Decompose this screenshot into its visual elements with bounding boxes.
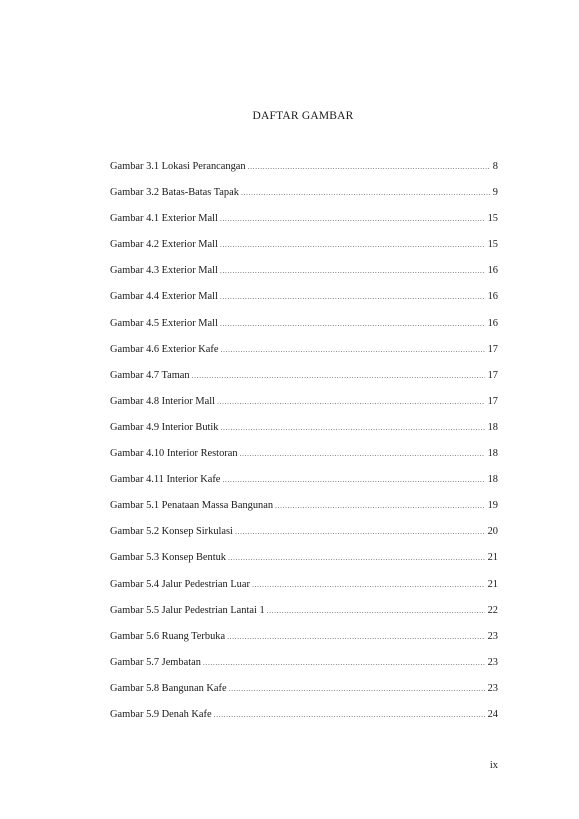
page-number: ix	[489, 760, 498, 771]
dot-leader	[220, 343, 484, 357]
toc-entry	[110, 473, 498, 499]
entry-label: Gambar 4.4 Exterior Mall	[110, 291, 218, 303]
entry-page-number: 15	[487, 239, 498, 251]
toc-entry	[110, 317, 498, 343]
toc-entry	[110, 525, 498, 551]
entry-label: Gambar 4.8 Interior Mall	[110, 395, 216, 407]
entry-page-number: 8	[492, 161, 498, 172]
entry-page-number: 23	[487, 682, 498, 694]
dot-leader	[229, 682, 485, 696]
entry-label: Gambar 5.3 Konsep Bentuk	[110, 552, 227, 564]
entry-label: Gambar 3.1 Lokasi Perancangan	[110, 161, 246, 172]
dot-leader	[220, 238, 485, 252]
dot-leader	[235, 525, 485, 539]
dot-leader	[228, 551, 485, 565]
entry-page-number: 15	[487, 213, 498, 225]
entry-page-number: 9	[492, 187, 498, 199]
entry-label: Gambar 4.3 Exterior Mall	[110, 265, 218, 277]
entry-page-number: 18	[487, 421, 498, 433]
entry-page-number: 21	[487, 552, 498, 564]
entry-page-number: 19	[487, 500, 498, 512]
entry-label: Gambar 5.9 Denah Kafe	[110, 708, 212, 720]
toc-entry	[110, 551, 498, 577]
dot-leader	[222, 473, 484, 487]
entry-label: Gambar 3.2 Batas-Batas Tapak	[110, 187, 239, 199]
entry-page-number: 16	[487, 291, 498, 303]
page-title: DAFTAR GAMBAR	[252, 110, 354, 122]
entry-label: Gambar 5.7 Jembatan	[110, 656, 201, 668]
entry-label: Gambar 4.2 Exterior Mall	[110, 239, 218, 251]
dot-leader	[220, 212, 485, 226]
dot-leader	[267, 604, 485, 618]
entry-page-number: 17	[487, 343, 498, 355]
dot-leader	[252, 578, 485, 592]
toc-entry	[110, 238, 498, 264]
toc-entry	[110, 343, 498, 369]
dot-leader	[217, 395, 485, 409]
dot-leader	[221, 421, 485, 435]
entry-label: Gambar 5.4 Jalur Pedestrian Luar	[110, 578, 250, 590]
dot-leader	[275, 499, 485, 513]
entry-label: Gambar 5.8 Bangunan Kafe	[110, 682, 227, 694]
entry-page-number: 23	[487, 656, 498, 668]
toc-entry	[110, 212, 498, 238]
entry-page-number: 16	[487, 317, 498, 329]
toc-entry	[110, 708, 498, 734]
toc-entry	[110, 290, 498, 316]
entry-label: Gambar 4.6 Exterior Kafe	[110, 343, 219, 355]
toc-entry	[110, 630, 498, 656]
entry-label: Gambar 5.6 Ruang Terbuka	[110, 630, 226, 642]
toc-entry	[110, 656, 498, 682]
dot-leader	[241, 186, 490, 200]
entry-page-number: 24	[487, 708, 498, 720]
entry-page-number: 17	[487, 369, 498, 381]
toc-entry	[110, 682, 498, 708]
entry-label: Gambar 4.10 Interior Restoran	[110, 448, 238, 460]
entry-page-number: 20	[487, 526, 498, 538]
toc-entry	[110, 395, 498, 421]
dot-leader	[220, 317, 485, 331]
entry-page-number: 16	[487, 265, 498, 277]
entry-label: Gambar 4.9 Interior Butik	[110, 421, 219, 433]
entry-label: Gambar 4.7 Taman	[110, 369, 190, 381]
toc-entry	[110, 604, 498, 630]
entry-page-number: 23	[487, 630, 498, 642]
entry-page-number: 17	[487, 395, 498, 407]
entry-label: Gambar 5.1 Penataan Massa Bangunan	[110, 500, 274, 512]
toc-entry	[110, 369, 498, 395]
entry-label: Gambar 5.5 Jalur Pedestrian Lantai 1	[110, 604, 265, 616]
entry-label: Gambar 4.1 Exterior Mall	[110, 213, 218, 225]
entry-page-number: 22	[487, 604, 498, 616]
entry-label: Gambar 4.11 Interior Kafe	[110, 474, 221, 486]
toc-entry	[110, 499, 498, 525]
toc-entry	[110, 160, 498, 186]
dot-leader	[220, 290, 485, 304]
entry-label: Gambar 4.5 Exterior Mall	[110, 317, 218, 329]
dot-leader	[214, 708, 485, 722]
dot-leader	[192, 369, 485, 383]
dot-leader	[227, 630, 485, 644]
toc-entry	[110, 578, 498, 604]
toc-entry	[110, 421, 498, 447]
dot-leader	[220, 264, 485, 278]
dot-leader	[248, 160, 490, 174]
entry-page-number: 21	[487, 578, 498, 590]
entry-label: Gambar 5.2 Konsep Sirkulasi	[110, 526, 233, 538]
toc-entry	[110, 447, 498, 473]
entry-page-number: 18	[487, 448, 498, 460]
toc-entry	[110, 264, 498, 290]
dot-leader	[203, 656, 485, 670]
entry-page-number: 18	[487, 474, 498, 486]
dot-leader	[240, 447, 485, 461]
toc-entry	[110, 186, 498, 212]
list-of-figures	[110, 160, 498, 734]
